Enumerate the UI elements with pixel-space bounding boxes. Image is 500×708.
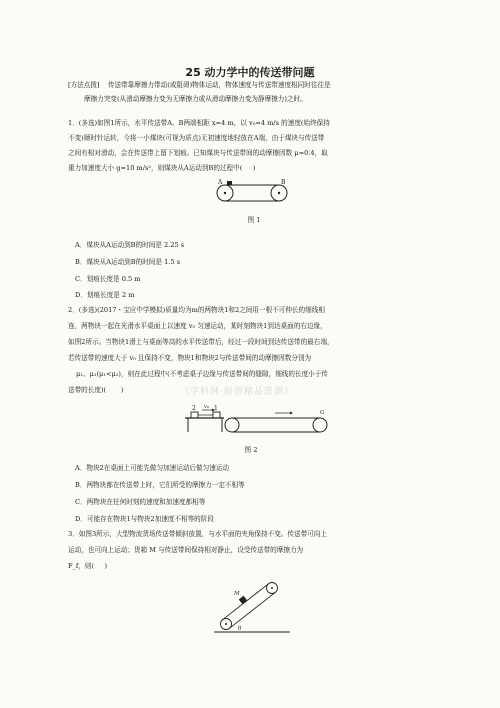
- q1-option-b: B．煤块从A运动到B的时间是 1.5 s: [75, 258, 181, 266]
- q2-line-5: μ₁、μ₂(μ₁<μ₂)，则在此过程中(不考虑桌子边缘与传送带间的缝隙，细线的长度小于传: [76, 370, 328, 378]
- method-line-1: [方法点拨] 传送带靠摩擦力带动(或阻碍)物体运动，物体速度与传送带速度相同时往往是: [68, 81, 331, 89]
- q3-line-2: 运动，也可向上运动；货箱 M 与传送带间保持相对静止，设受传送带的摩擦力为: [68, 546, 304, 554]
- label-theta: θ: [238, 626, 242, 632]
- label-block-2: 2: [192, 405, 196, 412]
- q2-line-6: 送带的长度)( ): [68, 386, 124, 394]
- figure-1-conveyor: [215, 181, 295, 211]
- q1-option-c: C．划痕长度是 0.5 m: [75, 275, 141, 283]
- q2-line-2: 连，两物块一起在光滑水平桌面上以速度 v₀ 匀速运动，某时刻物块1到达桌面的右边缘，: [68, 322, 327, 330]
- q2-line-1: 2．(多选)(2017・宝应中学模拟)质量均为m的两物块1和2之间用一根不可伸长的细线相: [68, 306, 325, 314]
- label-v0: v₀: [204, 404, 209, 410]
- q3-line-1: 3．如图3所示，大型物流货场传送带倾斜放置，与水平面的夹角保持不变。传送带可向上: [68, 530, 327, 538]
- figure-2-table-and-belt: [180, 404, 340, 440]
- q2-line-4: 若传送带的速度大于 v₀ 且保持不变，物块1和物块2与传送带间的动摩擦因数分别为: [68, 354, 312, 362]
- label-a: A: [218, 179, 223, 186]
- page-title: 25 动力学中的传送带问题: [185, 66, 315, 79]
- watermark: 《学科网·原创精品资源》: [180, 387, 294, 397]
- q1-line-2: 不变)顺时针运转，今将一小煤块(可视为质点)无初速度地轻放在A端，由于煤块与传送带: [68, 134, 325, 142]
- q1-option-d: D．划痕长度是 2 m: [75, 291, 135, 299]
- figure-3-inclined-belt: [212, 580, 292, 640]
- q2-line-3: 如图2所示。当物块1滑上与桌面等高的水平传送带后，经过一段时间到达传送带的最右端，: [68, 338, 334, 346]
- q1-line-3: 之间有相对滑动，会在传送带上留下划痕。已知煤块与传送带间的动摩擦因数 μ=0.4，取: [68, 149, 328, 157]
- q2-option-a: A．物块2在桌面上可能先做匀加速运动后做匀速运动: [75, 464, 230, 472]
- label-g: G: [320, 410, 325, 416]
- q1-option-a: A．煤块从A运动到B的时间是 2.25 s: [75, 241, 185, 249]
- q2-option-c: C．两物块在任何时刻的速度和加速度都相等: [75, 498, 206, 506]
- label-block-1: 1: [214, 405, 218, 412]
- figure-2-caption: 图 2: [244, 446, 258, 454]
- q1-line-1: 1．(多选)如图1所示，水平传送带A、B两端相距 x=4 m，以 v₀=4 m/s 的速度(始终保持: [68, 119, 330, 127]
- q3-line-3: F_f，则( ): [68, 562, 108, 570]
- q2-option-d: D．可能存在物块1与物块2加速度不相等的阶段: [75, 515, 214, 523]
- label-b: B: [281, 179, 286, 186]
- q1-line-4: 重力加速度大小 g=10 m/s²，则煤块从A运动到B的过程中( ): [68, 164, 256, 172]
- label-m: M: [234, 591, 240, 597]
- method-line-2: 摩擦力突变(从滑动摩擦力变为无摩擦力或从滑动摩擦力变为静摩擦力)之时。: [84, 95, 307, 103]
- q2-option-b: B．两物块都在传送带上时，它们所受的摩擦力一定不相等: [75, 481, 245, 489]
- figure-1-caption: 图 1: [247, 216, 261, 224]
